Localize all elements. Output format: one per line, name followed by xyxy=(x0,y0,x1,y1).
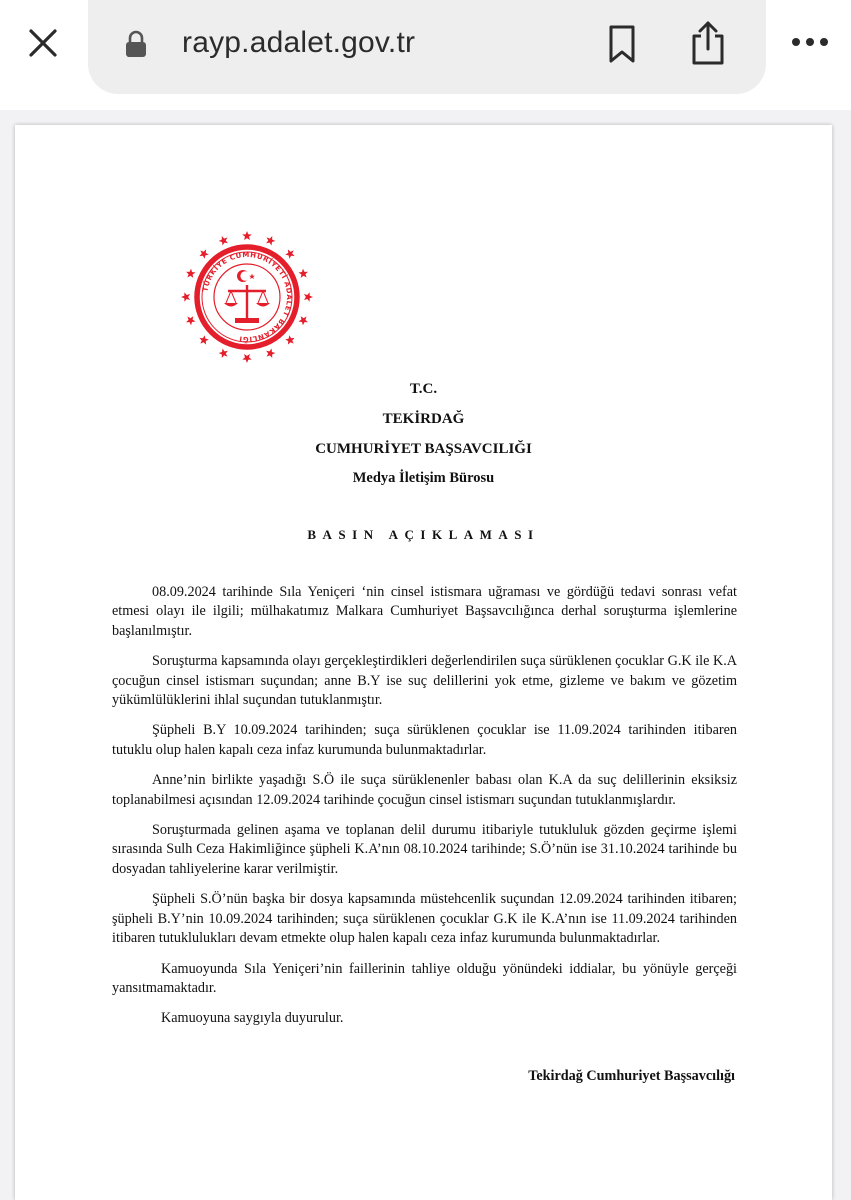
ministry-seal-emblem xyxy=(180,230,314,364)
document-title: BASIN AÇIKLAMASI xyxy=(307,527,540,542)
seal-star xyxy=(219,236,228,245)
seal-star xyxy=(304,292,313,302)
seal-star xyxy=(242,354,252,363)
seal-inscription: TÜRKİYE CUMHURİYETİ ADALET BAKANLIĞI xyxy=(201,250,294,344)
close-icon xyxy=(28,28,58,58)
header-bureau: Medya İletişim Bürosu xyxy=(352,470,495,486)
bookmark-icon[interactable] xyxy=(606,24,638,64)
body-paragraph: Soruşturmada gelinen aşama ve toplanan delil durumu itibariyle tutukluluk gözden geçirme işlemi sırasında Sulh Ceza Hakimliğince şüpheli K.A’nın 08.10.2024 tarihinde; S.Ö’nün ise 31.10.2024 tarihinde bu dosyadan tahliyelerine karar verilmiştir. xyxy=(112,822,737,877)
lock-icon xyxy=(125,30,147,58)
seal-star xyxy=(186,316,195,325)
seal-star xyxy=(242,231,252,240)
more-icon[interactable] xyxy=(790,32,830,52)
seal-star xyxy=(186,269,195,278)
browser-toolbar xyxy=(0,0,851,110)
seal-star xyxy=(266,348,275,357)
body-paragraph: Anne’nin birlikte yaşadığı S.Ö ile suça sürüklenenler babası olan K.A da suç delillerinin eksiksiz toplanabilmesi açısından 12.09.2024 tarihinde çocuğun cinsel istismarı suçundan tutuklanmışlardır. xyxy=(112,772,737,808)
document-page xyxy=(15,125,832,1200)
body-paragraph: Kamuoyunda Sıla Yeniçeri’nin faillerinin tahliye olduğu yönündeki iddialar, bu yönüyle gerçeği yansıtmamaktadır. xyxy=(112,960,737,996)
close-button[interactable] xyxy=(26,26,60,60)
signature: Tekirdağ Cumhuriyet Başsavcılığı xyxy=(528,1068,735,1084)
seal-star xyxy=(181,292,190,302)
seal-star xyxy=(298,316,307,325)
header-city: TEKİRDAĞ xyxy=(382,411,465,427)
seal-star xyxy=(285,335,294,344)
seal-star xyxy=(199,335,208,344)
closing-line: Kamuoyuna saygıyla duyurulur. xyxy=(161,1010,344,1027)
seal-star xyxy=(285,249,294,258)
seal-star xyxy=(199,249,208,258)
body-paragraph: Şüpheli S.Ö’nün başka bir dosya kapsamında müstehcenlik suçundan 12.09.2024 tarihinden itibaren; şüpheli B.Y’nin 10.09.2024 tarihinden; suça sürüklenen çocuklar G.K ile K.A’nın ise 11.09.2024 tarihinden itibaren tutuklulukları devam etmekte olup halen kapalı ceza infaz kurumunda bulunmaktadırlar. xyxy=(112,891,737,947)
document-body xyxy=(112,583,737,1040)
header-tc: T.C. xyxy=(409,381,438,397)
url-text[interactable]: rayp.adalet.gov.tr xyxy=(182,26,416,59)
body-paragraph: Şüpheli B.Y 10.09.2024 tarihinden; suça sürüklenen çocuklar ise 11.09.2024 tarihinden itibaren tutuklu olup halen kapalı ceza infaz kurumunda bulunmaktadırlar. xyxy=(112,722,737,758)
body-paragraph: 08.09.2024 tarihinde Sıla Yeniçeri ‘nin cinsel istismara uğraması ve gördüğü tedavi sonrası vefat etmesi olayı ile ilgili; mülhakatımız Malkara Cumhuriyet Başsavcılığınca derhal soruşturma işlemlerine başlanılmıştır. xyxy=(112,584,737,639)
body-paragraph: Soruşturma kapsamında olayı gerçekleştirdikleri değerlendirilen suça sürüklenen çocuklar G.K ile K.A çocuğun cinsel istismarı suçundan; anne B.Y ise suç delillerini yok etme, gizleme ve bakım ve gözetim yükümlülüklerini ihlal suçundan tutuklanmıştır. xyxy=(112,653,737,709)
seal-star xyxy=(219,348,228,357)
seal-star xyxy=(266,236,275,245)
seal-star xyxy=(298,269,307,278)
share-icon[interactable] xyxy=(690,20,726,66)
header-office: CUMHURİYET BAŞSAVCILIĞI xyxy=(315,441,532,457)
